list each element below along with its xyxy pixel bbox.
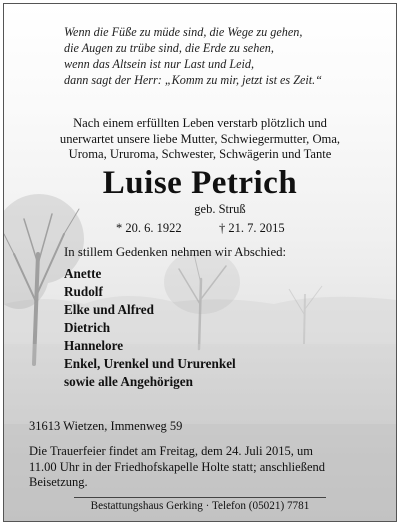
poem-line: dann sagt der Herr: „Komm zu mir, jetzt ist es Zeit.“ <box>64 73 322 87</box>
obituary-card <box>3 3 397 522</box>
deceased-name: Luise Petrich <box>102 165 298 201</box>
mourner-item: Dietrich <box>64 320 111 335</box>
mourner-item: Elke und Alfred <box>64 302 154 317</box>
mourner-item: sowie alle Angehörigen <box>64 374 193 389</box>
funeral-notice <box>29 444 377 491</box>
mourner-item: Anette <box>64 266 102 281</box>
announcement-line: Nach einem erfüllten Leben verstarb plötzlich und <box>73 116 327 130</box>
announcement-line: Uroma, Ururoma, Schwester, Schwägerin und Tante <box>68 147 332 161</box>
farewell-line: In stillem Gedenken nehmen wir Abschied: <box>64 245 287 259</box>
announcement-line: unerwartet unsere liebe Mutter, Schwiegermutter, Oma, <box>59 131 341 146</box>
poem-line: wenn das Altsein ist nur Last und Leid, <box>64 57 255 71</box>
poem-line: Wenn die Füße zu müde sind, die Wege zu gehen, <box>64 25 303 39</box>
mourner-item: Enkel, Urenkel und Ururenkel <box>64 356 236 371</box>
maiden-name: geb. Struß <box>194 202 246 216</box>
death-announcement <box>14 116 386 163</box>
death-date: † 21. 7. 2015 <box>219 221 285 235</box>
mourner-item: Hannelore <box>64 338 124 353</box>
funeral-line: Die Trauerfeier findet am Freitag, dem 24. Juli 2015, um <box>29 444 313 458</box>
poem-line: die Augen zu trübe sind, die Erde zu sehen, <box>64 41 274 55</box>
funeral-home-footer: Bestattungshaus Gerking · Telefon (05021) 7781 <box>90 500 310 512</box>
birth-date: * 20. 6. 1922 <box>116 221 182 235</box>
funeral-line: Beisetzung. <box>29 475 88 489</box>
poem-verse <box>64 24 322 88</box>
footer-divider <box>74 497 326 498</box>
family-address: 31613 Wietzen, Immenweg 59 <box>29 419 183 433</box>
mourners-list <box>64 265 236 391</box>
funeral-line: 11.00 Uhr in der Friedhofskapelle Holte statt; anschließend <box>29 459 325 474</box>
mourner-item: Rudolf <box>64 284 103 299</box>
